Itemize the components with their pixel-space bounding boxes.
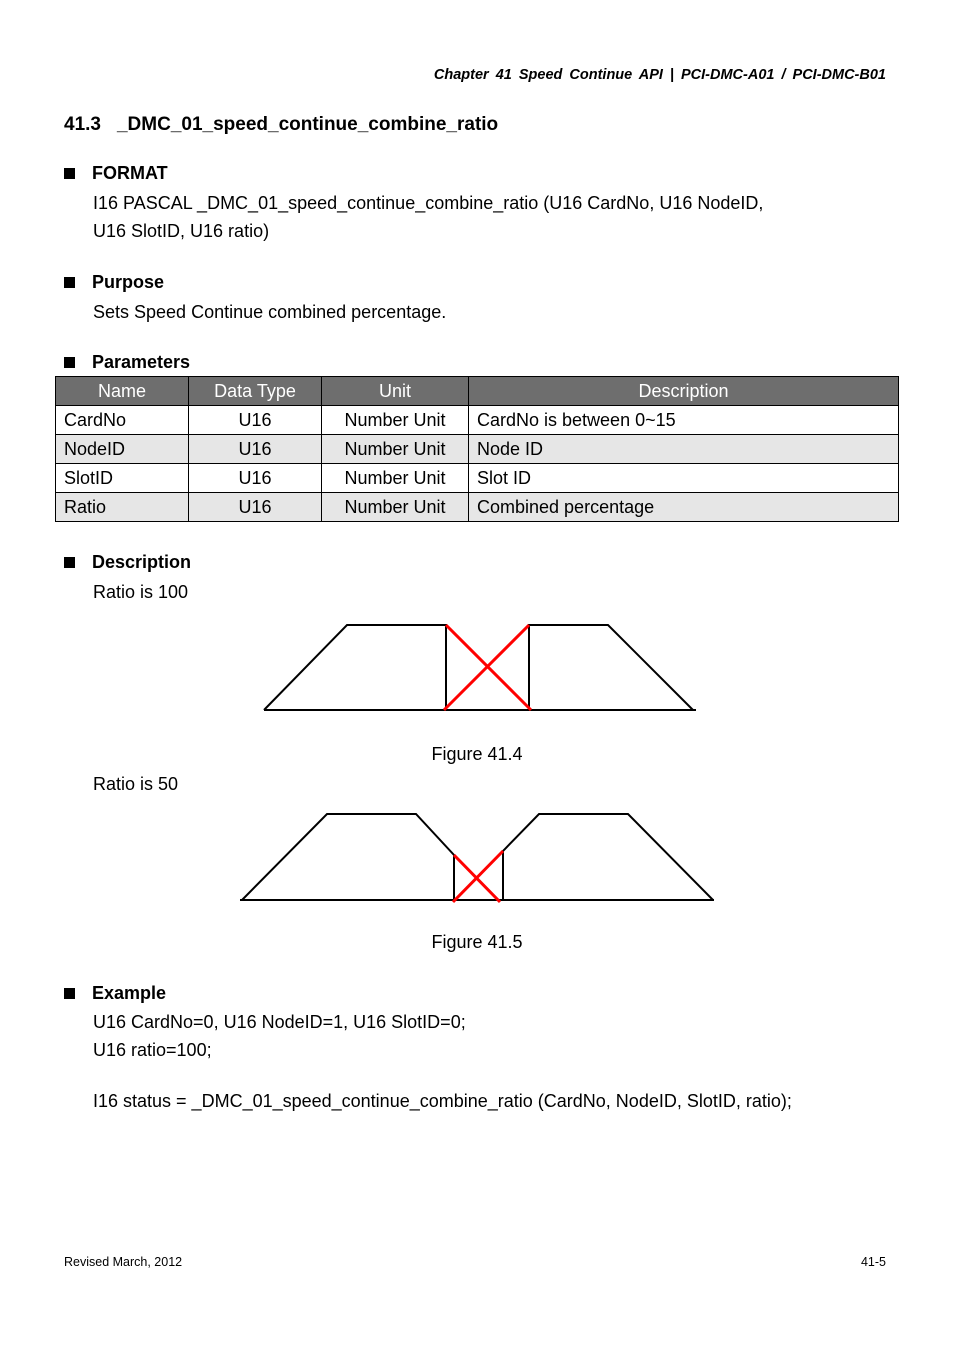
column-header-name: Name — [56, 377, 189, 406]
column-header-description: Description — [469, 377, 899, 406]
figure-41-4-caption: Figure 41.4 — [431, 744, 523, 764]
column-header-data-type: Data Type — [189, 377, 322, 406]
param-type: U16 — [189, 464, 322, 493]
section-function-name: _DMC_01_speed_continue_combine_ratio — [116, 114, 499, 135]
ratio-50-label: Ratio is 50 — [93, 774, 179, 794]
chapter-header: Chapter 41 Speed Continue API | PCI-DMC-A01 / PCI-DMC-B01 — [433, 67, 886, 83]
purpose-text: Sets Speed Continue combined percentage. — [93, 302, 447, 322]
param-unit: Number Unit — [322, 406, 469, 435]
param-description: Slot ID — [469, 464, 899, 493]
example-heading-label: Example — [92, 983, 167, 1003]
param-description: Combined percentage — [469, 493, 899, 522]
example-line-2: U16 ratio=100; — [93, 1040, 212, 1060]
purpose-heading-label: Purpose — [92, 272, 165, 292]
param-type: U16 — [189, 435, 322, 464]
parameters-heading-label: Parameters — [92, 352, 191, 372]
section-number: 41.3 — [64, 114, 101, 135]
right-speed-profile — [503, 814, 713, 900]
param-unit: Number Unit — [322, 464, 469, 493]
param-name: CardNo — [56, 406, 189, 435]
cross-mark-line — [453, 851, 503, 902]
example-heading — [64, 983, 166, 1004]
param-unit: Number Unit — [322, 435, 469, 464]
format-line-1: I16 PASCAL _DMC_01_speed_continue_combine_ratio (U16 CardNo, U16 NodeID, — [93, 193, 764, 213]
figure-41-5-caption: Figure 41.5 — [431, 932, 523, 952]
footer-revision: Revised March, 2012 — [64, 1255, 183, 1269]
param-type: U16 — [189, 406, 322, 435]
param-description: CardNo is between 0~15 — [469, 406, 899, 435]
format-heading-label: FORMAT — [92, 163, 168, 183]
param-unit: Number Unit — [322, 493, 469, 522]
left-speed-profile — [242, 814, 454, 900]
param-name: SlotID — [56, 464, 189, 493]
example-line-3: I16 status = _DMC_01_speed_continue_combine_ratio (CardNo, NodeID, SlotID, ratio); — [93, 1091, 792, 1111]
footer-page-number: 41-5 — [860, 1255, 886, 1269]
example-line-1: U16 CardNo=0, U16 NodeID=1, U16 SlotID=0; — [93, 1012, 466, 1032]
param-description: Node ID — [469, 435, 899, 464]
format-line-2: U16 SlotID, U16 ratio) — [93, 221, 270, 241]
bullet-square-icon — [64, 988, 75, 999]
description-heading-label: Description — [92, 552, 192, 572]
param-name: Ratio — [56, 493, 189, 522]
ratio-100-label: Ratio is 100 — [93, 582, 189, 602]
param-name: NodeID — [56, 435, 189, 464]
column-header-unit: Unit — [322, 377, 469, 406]
param-type: U16 — [189, 493, 322, 522]
